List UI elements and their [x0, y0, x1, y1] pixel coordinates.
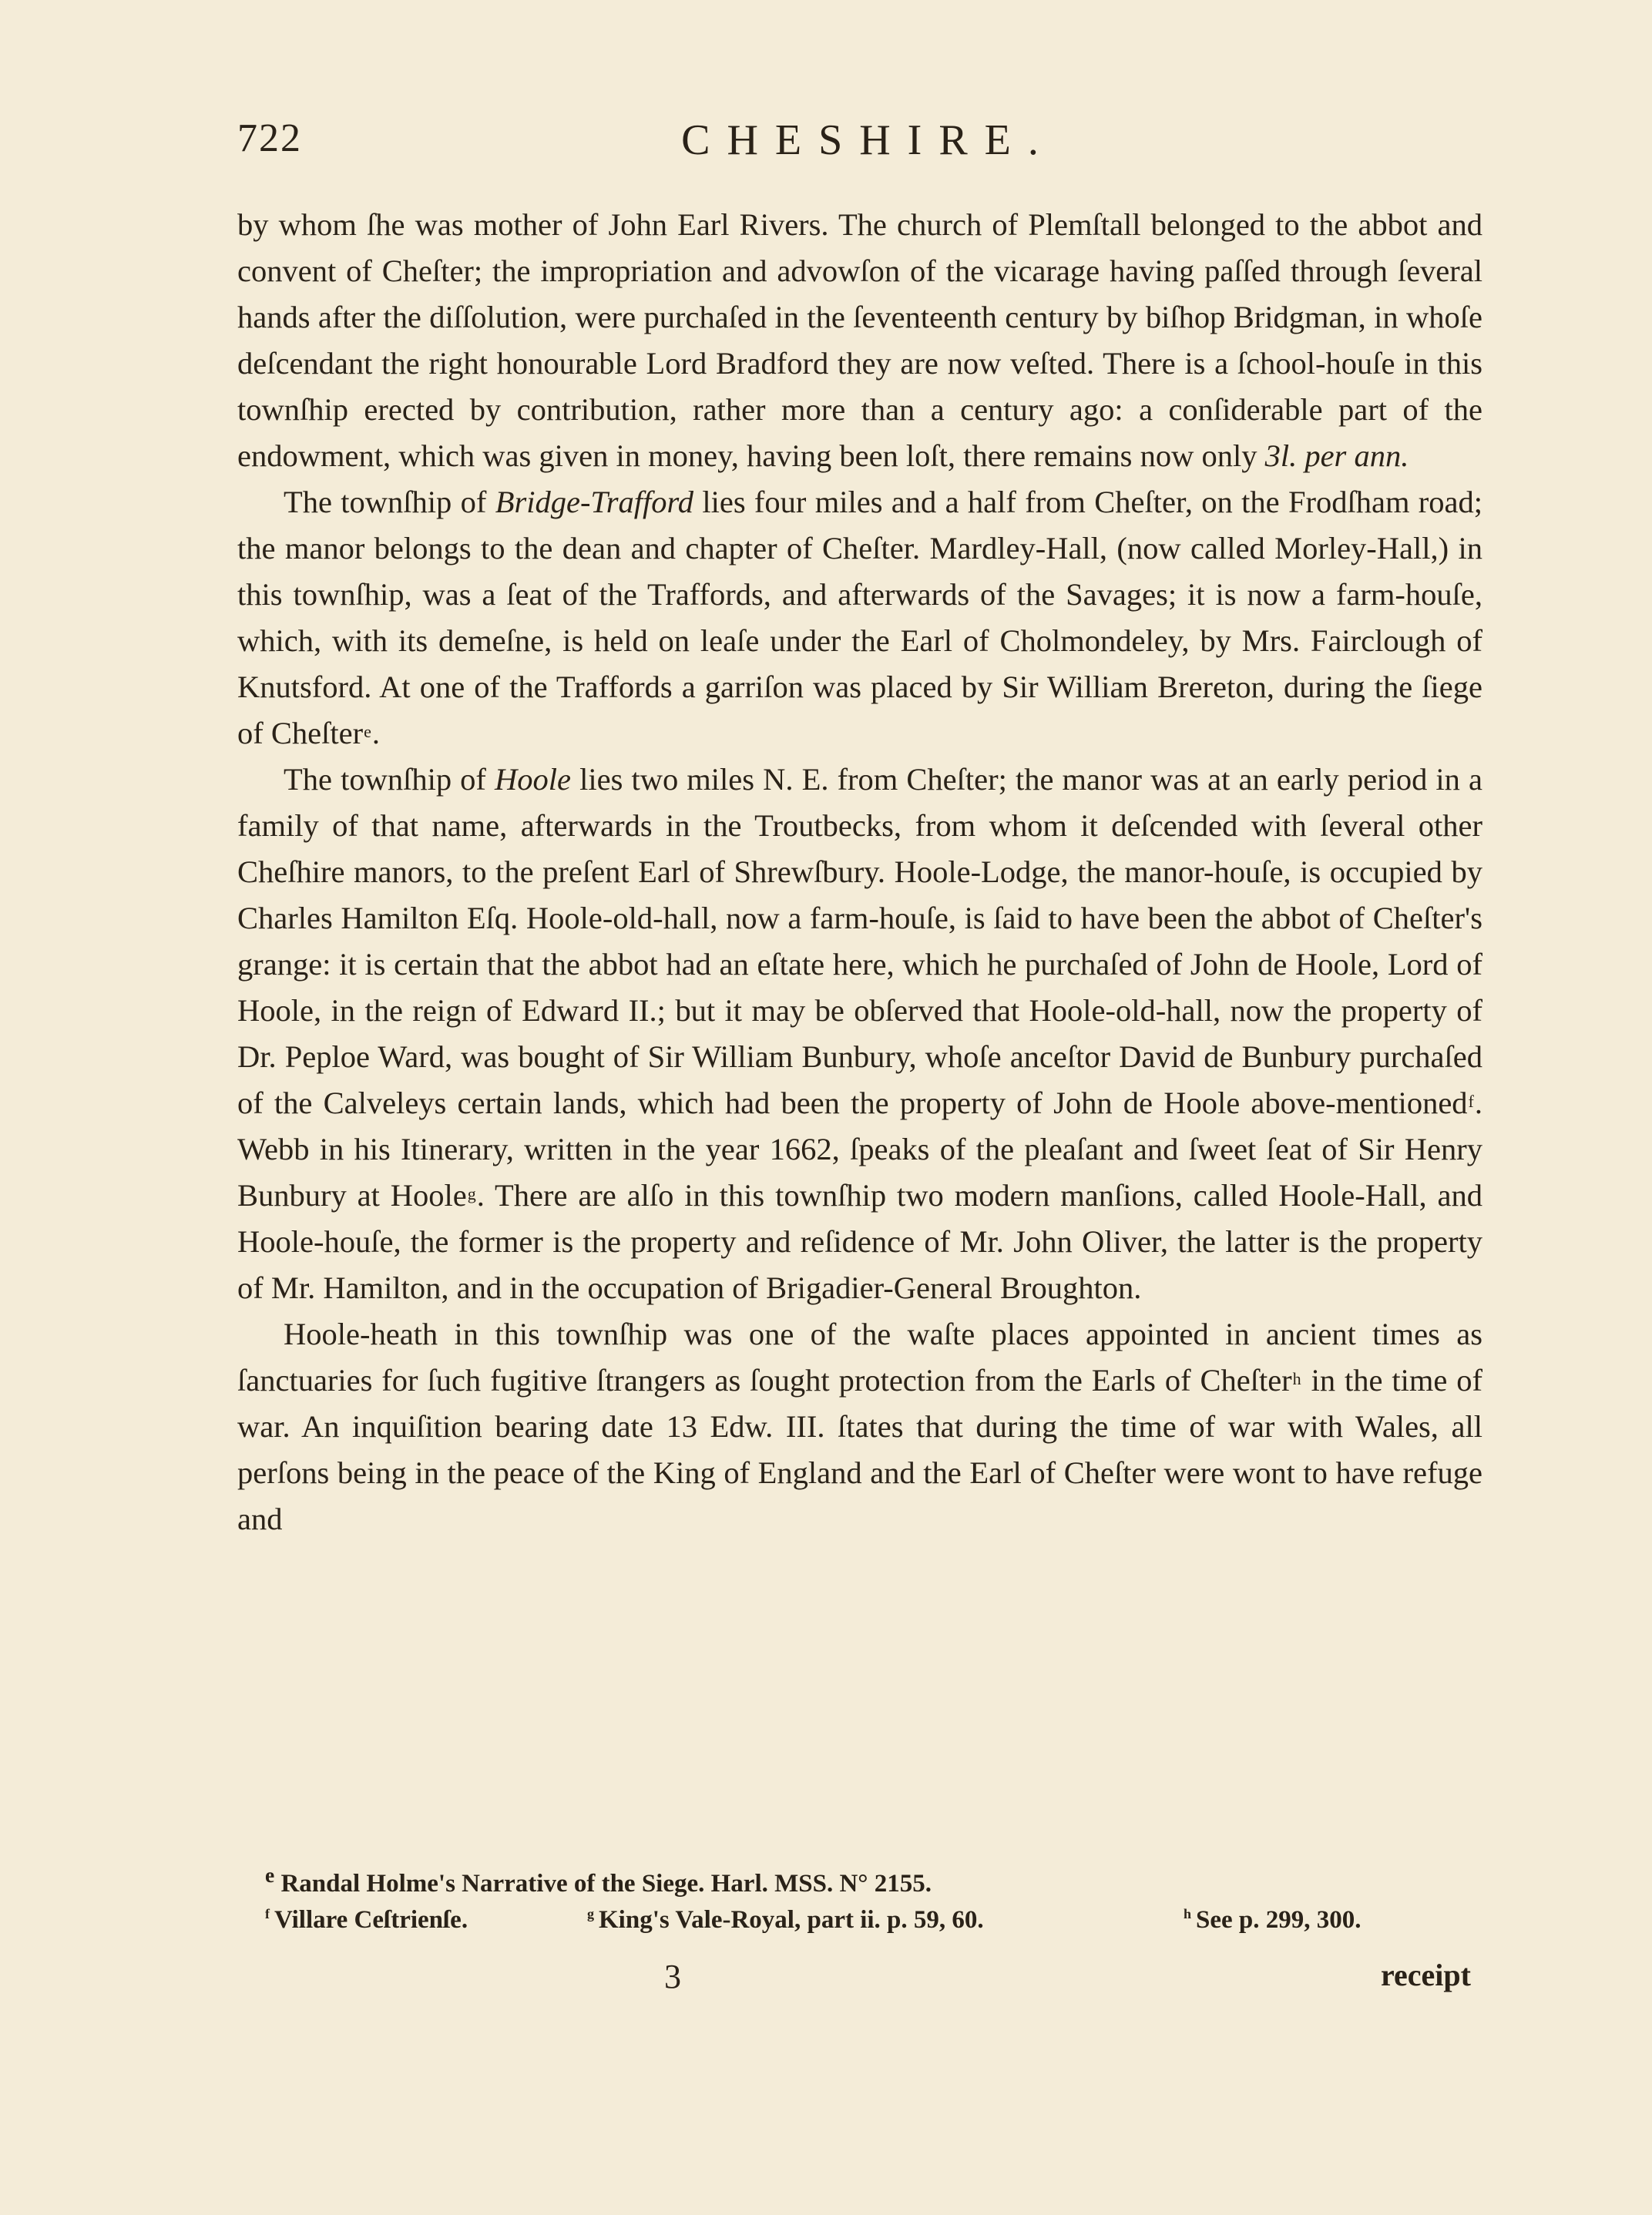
running-title: CHESHIRE. [681, 116, 1056, 164]
body-text [237, 202, 1482, 1542]
paragraph-4-text-a: Hoole-heath in this townſhip was one of the waſte places appointed in ancient times as ſanctuaries for ſuch fugitive ſtrangers as ſought protection from the Earls of Cheſter [237, 1317, 1482, 1398]
footnote-ref-h[interactable]: h [1292, 1369, 1301, 1388]
paragraph-4 [237, 1311, 1482, 1542]
footnote-ref-g[interactable]: g [467, 1184, 476, 1203]
paragraph-3-text-d: . There are alſo in this townſhip two modern manſions, called Hoole-Hall, and Hoole-houſe, the former is the property and reſidence of Mr. John Oliver, the latter is the property of Mr. Hamilton, and in the occupation of Brigadier-General Broughton. [237, 1178, 1482, 1305]
place-name-bridge-trafford: Bridge-Trafford [495, 485, 693, 519]
footnote-f-text: Villare Ceſtrienſe. [274, 1906, 468, 1934]
footnotes-row [265, 1906, 1482, 1945]
page-header [237, 116, 1482, 185]
paragraph-4-text-b: in the time of war. An inquiſition bearing date 13 Edw. III. ſtates that during the time of war with Wales, all perſons being in the peace of the King of England and the Earl of Cheſter were wont to have refuge and [237, 1363, 1482, 1536]
footnote-ref-e[interactable]: e [364, 722, 371, 741]
paragraph-1-italic: 3l. per ann. [1264, 438, 1409, 473]
footnote-g-text: King's Vale-Royal, part ii. p. 59, 60. [599, 1906, 984, 1934]
footnote-e [265, 1863, 932, 1898]
paragraph-3-text-a: The townſhip of [284, 762, 495, 797]
footnote-ref-f[interactable]: f [1468, 1092, 1474, 1111]
paragraph-2-text-a: The townſhip of [284, 485, 495, 519]
paragraph-3-text-b: lies two miles N. E. from Cheſter; the manor was at an early period in a family of that name, afterwards in the Troutbecks, from whom it deſcended with ſeveral other Cheſhire manors, to the preſent Earl of Shrewſbury. Hoole-Lodge, the manor-houſe, is occupied by Charles Hamilton Eſq. Hoole-old-hall, now a farm-houſe, is ſaid to have been the abbot of Cheſter's grange: it is certain that the abbot had an eſtate here, which he purchaſed of John de Hoole, Lord of Hoole, in the reign of Edward II.; but it may be obſerved that Hoole-old-hall, now the property of Dr. Peploe Ward, was bought of Sir William Bunbury, whoſe anceſtor David de Bunbury purchaſed of the Calveleys certain lands, which had been the property of John de Hoole above-mentioned [237, 762, 1482, 1120]
footnote-e-text: Randal Holme's Narrative of the Siege. Harl. MSS. N° 2155. [280, 1870, 932, 1898]
paragraph-1-text: by whom ſhe was mother of John Earl Rivers. The church of Plemſtall belonged to the abbot and convent of Cheſter; the impropriation and advowſon of the vicarage having paſſed through ſeveral hands after the diſſolution, were purchaſed in the ſeventeenth century by biſhop Bridgman, in whoſe deſcendant the right honourable Lord Bradford they are now veſted. There is a ſchool-houſe in this townſhip erected by contribution, rather more than a century ago: a conſiderable part of the endowment, which was given in money, having been loſt, there remains now only [237, 207, 1482, 473]
paragraph-1 [237, 202, 1482, 479]
footnote-h-text: See p. 299, 300. [1196, 1906, 1362, 1934]
paragraph-3-text-c: . Webb in his Itinerary, written in the year 1662, ſpeaks of the pleaſant and ſweet ſeat of Sir Henry Bunbury at Hoole [237, 1086, 1482, 1213]
paragraph-3 [237, 757, 1482, 1311]
page-number: 722 [237, 116, 302, 160]
paragraph-2-text-b: lies four miles and a half from Cheſter, on the Frodſham road; the manor belongs to the dean and chapter of Cheſter. Mardley-Hall, (now called Morley-Hall,) in this townſhip, was a ſeat of the Traffords, and afterwards of the Savages; it is now a farm-houſe, which, with its demeſne, is held on leaſe under the Earl of Cholmondeley, by Mrs. Fairclough of Knutsford. At one of the Traffords a garriſon was placed by Sir William Brereton, during the ſiege of Cheſter [237, 485, 1482, 750]
paragraph-2 [237, 479, 1482, 757]
footnote-g-mark: g [587, 1906, 594, 1921]
signature-mark: 3 [664, 1958, 681, 1995]
footnote-f [265, 1906, 468, 1935]
footnote-e-mark: e [265, 1863, 275, 1887]
place-name-hoole: Hoole [495, 762, 571, 797]
footnote-g [587, 1906, 984, 1935]
paragraph-2-text-c: . [371, 716, 380, 750]
catchword: receipt [1381, 1958, 1471, 1992]
footnote-f-mark: f [265, 1906, 270, 1921]
footnote-h-mark: h [1184, 1906, 1192, 1921]
footnote-h [1184, 1906, 1362, 1935]
